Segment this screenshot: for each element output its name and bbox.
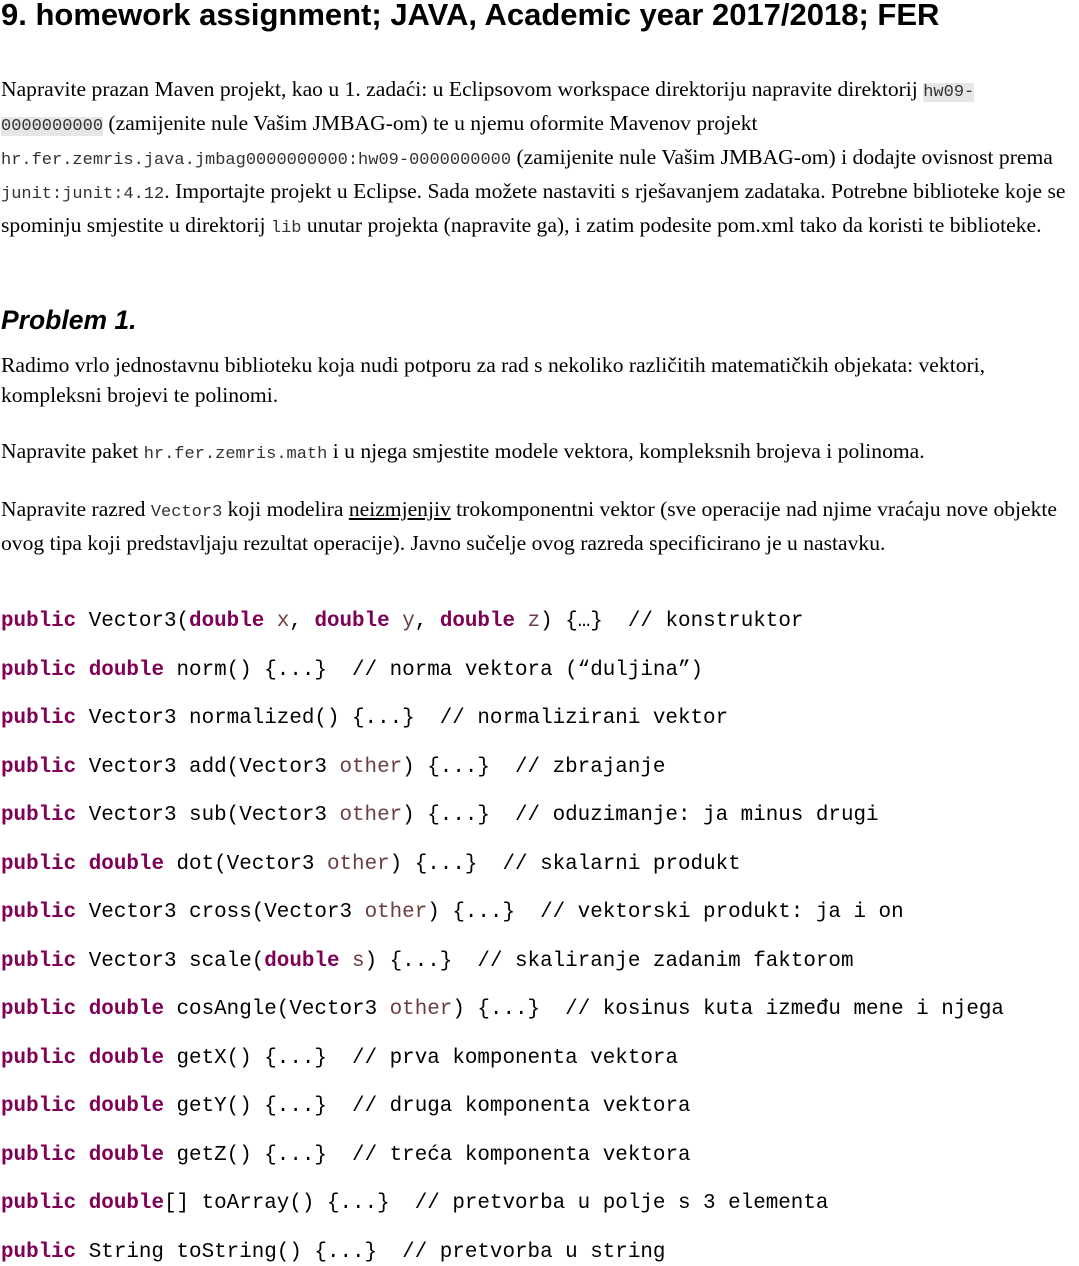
document-title: 9. homework assignment; JAVA, Academic year 2017/2018; FER — [1, 0, 940, 32]
intro-text: . Importajte projekt u Eclipse. Sada možete nastaviti s rješavanjem zadataka. Potrebne biblioteke koje se spominju smjestite u direktorij — [1, 179, 1066, 237]
code-text — [76, 1192, 89, 1215]
code-text: dot(Vector3 — [163, 853, 327, 876]
keyword: public — [1, 998, 77, 1021]
code-text: Vector3 scale( — [76, 950, 265, 973]
code-text: Vector3 cross(Vector3 — [76, 901, 365, 924]
code-text: getY() {...} // druga komponenta vektora — [163, 1095, 691, 1118]
code-line-sub — [1, 803, 879, 829]
keyword: public — [1, 1192, 77, 1215]
code-line-cosangle — [1, 997, 1004, 1023]
keyword: double — [88, 1095, 164, 1118]
paragraph-text: koji modelira — [222, 497, 349, 521]
code-line-getz — [1, 1143, 691, 1169]
paragraph-text: i u njega smjestite modele vektora, kompleksnih brojeva i polinoma. — [327, 439, 925, 463]
code-text: ) {...} // vektorski produkt: ja i on — [427, 901, 904, 924]
code-text: norm() {...} // norma vektora (“duljina”) — [163, 659, 704, 682]
code-text — [264, 610, 277, 633]
code-text: ) {...} // zbrajanje — [402, 756, 666, 779]
code-text: ) {...} // oduzimanje: ja minus drugi — [402, 804, 879, 827]
code-text: [] toArray() {...} // pretvorba u polje s 3 elementa — [163, 1192, 829, 1215]
keyword: public — [1, 610, 77, 633]
keyword: double — [88, 1144, 164, 1167]
keyword: double — [88, 998, 164, 1021]
inline-code-package: hr.fer.zemris.math — [143, 445, 328, 464]
code-line-add — [1, 755, 665, 781]
paragraph-text: Napravite paket — [1, 439, 144, 463]
keyword: double — [189, 610, 265, 633]
code-text — [76, 1047, 89, 1070]
keyword: double — [264, 950, 340, 973]
code-line-tostring — [1, 1240, 665, 1266]
keyword: double — [314, 610, 390, 633]
code-text — [76, 853, 89, 876]
code-text: String toString() {...} // pretvorba u string — [76, 1241, 666, 1264]
keyword: public — [1, 1095, 77, 1118]
code-line-cross — [1, 900, 904, 926]
keyword: public — [1, 853, 77, 876]
parameter: y — [402, 610, 415, 633]
keyword: public — [1, 1144, 77, 1167]
code-text: cosAngle(Vector3 — [163, 998, 390, 1021]
code-line-getx — [1, 1046, 678, 1072]
code-text — [515, 610, 528, 633]
code-line-dot — [1, 852, 741, 878]
intro-text: Napravite prazan Maven projekt, kao u 1. zadaći: u Eclipsovom workspace direktoriju napravite direktorij — [1, 77, 924, 101]
package-paragraph — [1, 436, 1079, 470]
code-text: Vector3( — [76, 610, 190, 633]
code-line-toarray — [1, 1191, 828, 1217]
code-text — [76, 1095, 89, 1118]
keyword: double — [439, 610, 516, 633]
code-text — [76, 1144, 89, 1167]
code-text — [339, 950, 352, 973]
code-text: getX() {...} // prva komponenta vektora — [163, 1047, 678, 1070]
code-text: Vector3 add(Vector3 — [76, 756, 340, 779]
intro-text: (zamijenite nule Vašim JMBAG-om) te u njemu oformite Mavenov projekt — [103, 111, 758, 135]
parameter: other — [339, 804, 403, 827]
inline-code-lib: lib — [270, 219, 302, 238]
keyword: public — [1, 950, 77, 973]
inline-code-project-id: hr.fer.zemris.java.jmbag0000000000:hw09-0000000000 — [1, 151, 512, 170]
class-paragraph — [1, 494, 1079, 558]
keyword: public — [1, 804, 77, 827]
intro-text: unutar projekta (napravite ga), i zatim podesite pom.xml tako da koristi te biblioteke. — [301, 213, 1042, 237]
parameter: z — [527, 610, 541, 633]
code-text: Vector3 sub(Vector3 — [76, 804, 340, 827]
problem-description: Radimo vrlo jednostavnu biblioteku koja nudi potporu za rad s nekoliko različitih matematičkih objekata: vektori, kompleksni brojevi te polinomi. — [1, 353, 986, 407]
keyword: double — [88, 853, 164, 876]
keyword: public — [1, 659, 77, 682]
intro-text: (zamijenite nule Vašim JMBAG-om) i dodajte ovisnost prema — [511, 145, 1053, 169]
parameter: other — [389, 998, 453, 1021]
code-text — [390, 610, 403, 633]
parameter: x — [276, 610, 290, 633]
code-text — [76, 659, 89, 682]
code-line-scale — [1, 949, 854, 975]
keyword: double — [88, 1192, 164, 1215]
parameter: other — [339, 756, 403, 779]
keyword: public — [1, 1241, 77, 1264]
code-text: ) {...} // kosinus kuta između mene i njega — [452, 998, 1004, 1021]
code-line-constructor — [1, 609, 803, 635]
keyword: public — [1, 901, 77, 924]
parameter: other — [364, 901, 428, 924]
inline-code-directory: hw09-0000000000 — [1, 83, 975, 136]
paragraph-text: Napravite razred — [1, 497, 151, 521]
code-text — [76, 998, 89, 1021]
keyword: public — [1, 756, 77, 779]
code-text: Vector3 normalized() {...} // normalizirani vektor — [76, 707, 729, 730]
intro-paragraph — [1, 74, 1076, 244]
code-text: , — [289, 610, 315, 633]
keyword: public — [1, 707, 77, 730]
keyword: double — [88, 659, 164, 682]
parameter: other — [326, 853, 390, 876]
inline-code-dependency: junit:junit:4.12 — [1, 185, 165, 204]
code-text: getZ() {...} // treća komponenta vektora — [163, 1144, 691, 1167]
code-text: ) {...} // skaliranje zadanim faktorom — [364, 950, 854, 973]
code-text: ) {…} // konstruktor — [540, 610, 804, 633]
underlined-term: neizmjenjiv — [348, 497, 451, 521]
keyword: double — [88, 1047, 164, 1070]
code-text: ) {...} // skalarni produkt — [389, 853, 741, 876]
problem-heading: Problem 1. — [1, 305, 137, 335]
code-line-gety — [1, 1094, 691, 1120]
parameter: s — [352, 950, 365, 973]
code-line-normalized — [1, 706, 728, 732]
code-line-norm — [1, 658, 703, 684]
keyword: public — [1, 1047, 77, 1070]
inline-code-class: Vector3 — [150, 503, 223, 522]
code-text: , — [414, 610, 440, 633]
paragraph-text: trokomponentni vektor (sve operacije nad njime vraćaju nove objekte ovog tipa koji predstavljaju rezultat operacije). Javno sučelje ovog razreda specificirano je u nastavku. — [1, 497, 1057, 555]
